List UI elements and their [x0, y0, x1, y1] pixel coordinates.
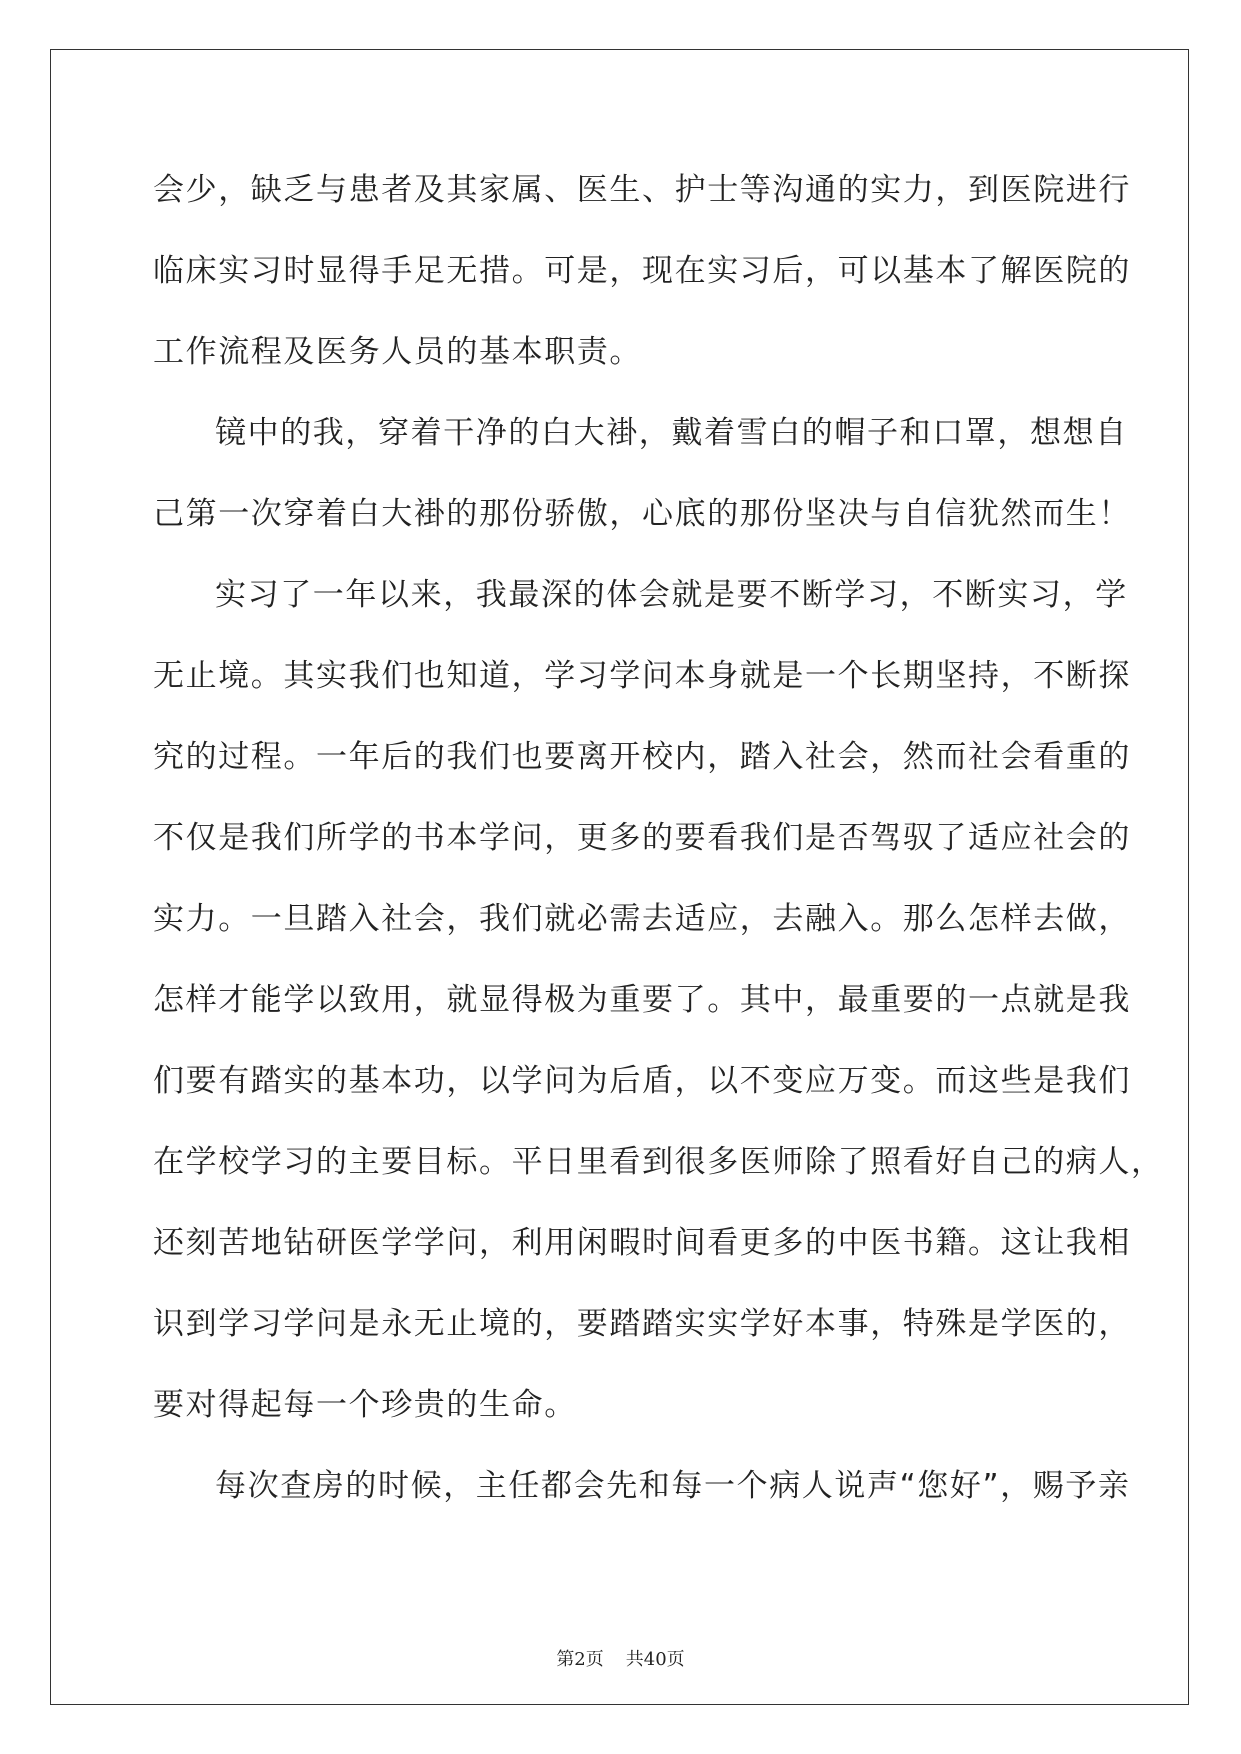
text-line-2: 临床实习时显得手足无措。可是，现在实习后，可以基本了解医院的	[153, 253, 1131, 289]
text-line-9: 不仅是我们所学的书本学问，更多的要看我们是否驾驭了适应社会的	[153, 820, 1131, 856]
text-line-12: 们要有踏实的基本功，以学问为后盾，以不变应万变。而这些是我们	[153, 1063, 1131, 1099]
total-pages: 共40页	[625, 1649, 685, 1670]
text-line-4: 镜中的我，穿着干净的白大褂，戴着雪白的帽子和口罩，想想自	[215, 415, 1128, 451]
text-line-15: 识到学习学问是永无止境的，要踏踏实实学好本事，特殊是学医的，	[153, 1306, 1131, 1342]
text-line-6: 实习了一年以来，我最深的体会就是要不断学习，不断实习，学	[215, 577, 1128, 613]
text-line-3: 工作流程及医务人员的基本职责。	[153, 334, 642, 370]
text-line-1: 会少，缺乏与患者及其家属、医生、护士等沟通的实力，到医院进行	[153, 172, 1131, 208]
page-footer	[0, 1645, 1241, 1671]
text-line-10: 实力。一旦踏入社会，我们就必需去适应，去融入。那么怎样去做，	[153, 901, 1131, 937]
text-line-7: 无止境。其实我们也知道，学习学问本身就是一个长期坚持，不断探	[153, 658, 1131, 694]
text-line-17: 每次查房的时候，主任都会先和每一个病人说声“您好”，赐予亲	[215, 1468, 1131, 1504]
page-number: 第2页	[556, 1649, 604, 1670]
text-line-14: 还刻苦地钻研医学学问，利用闲暇时间看更多的中医书籍。这让我相	[153, 1225, 1131, 1261]
document-body	[153, 160, 1164, 1537]
text-line-11: 怎样才能学以致用，就显得极为重要了。其中，最重要的一点就是我	[153, 982, 1131, 1018]
text-line-8: 究的过程。一年后的我们也要离开校内，踏入社会，然而社会看重的	[153, 739, 1131, 775]
text-line-5: 己第一次穿着白大褂的那份骄傲，心底的那份坚决与自信犹然而生！	[153, 496, 1131, 532]
text-line-16: 要对得起每一个珍贵的生命。	[153, 1387, 577, 1423]
text-line-13: 在学校学习的主要目标。平日里看到很多医师除了照看好自己的病人，	[153, 1144, 1164, 1180]
